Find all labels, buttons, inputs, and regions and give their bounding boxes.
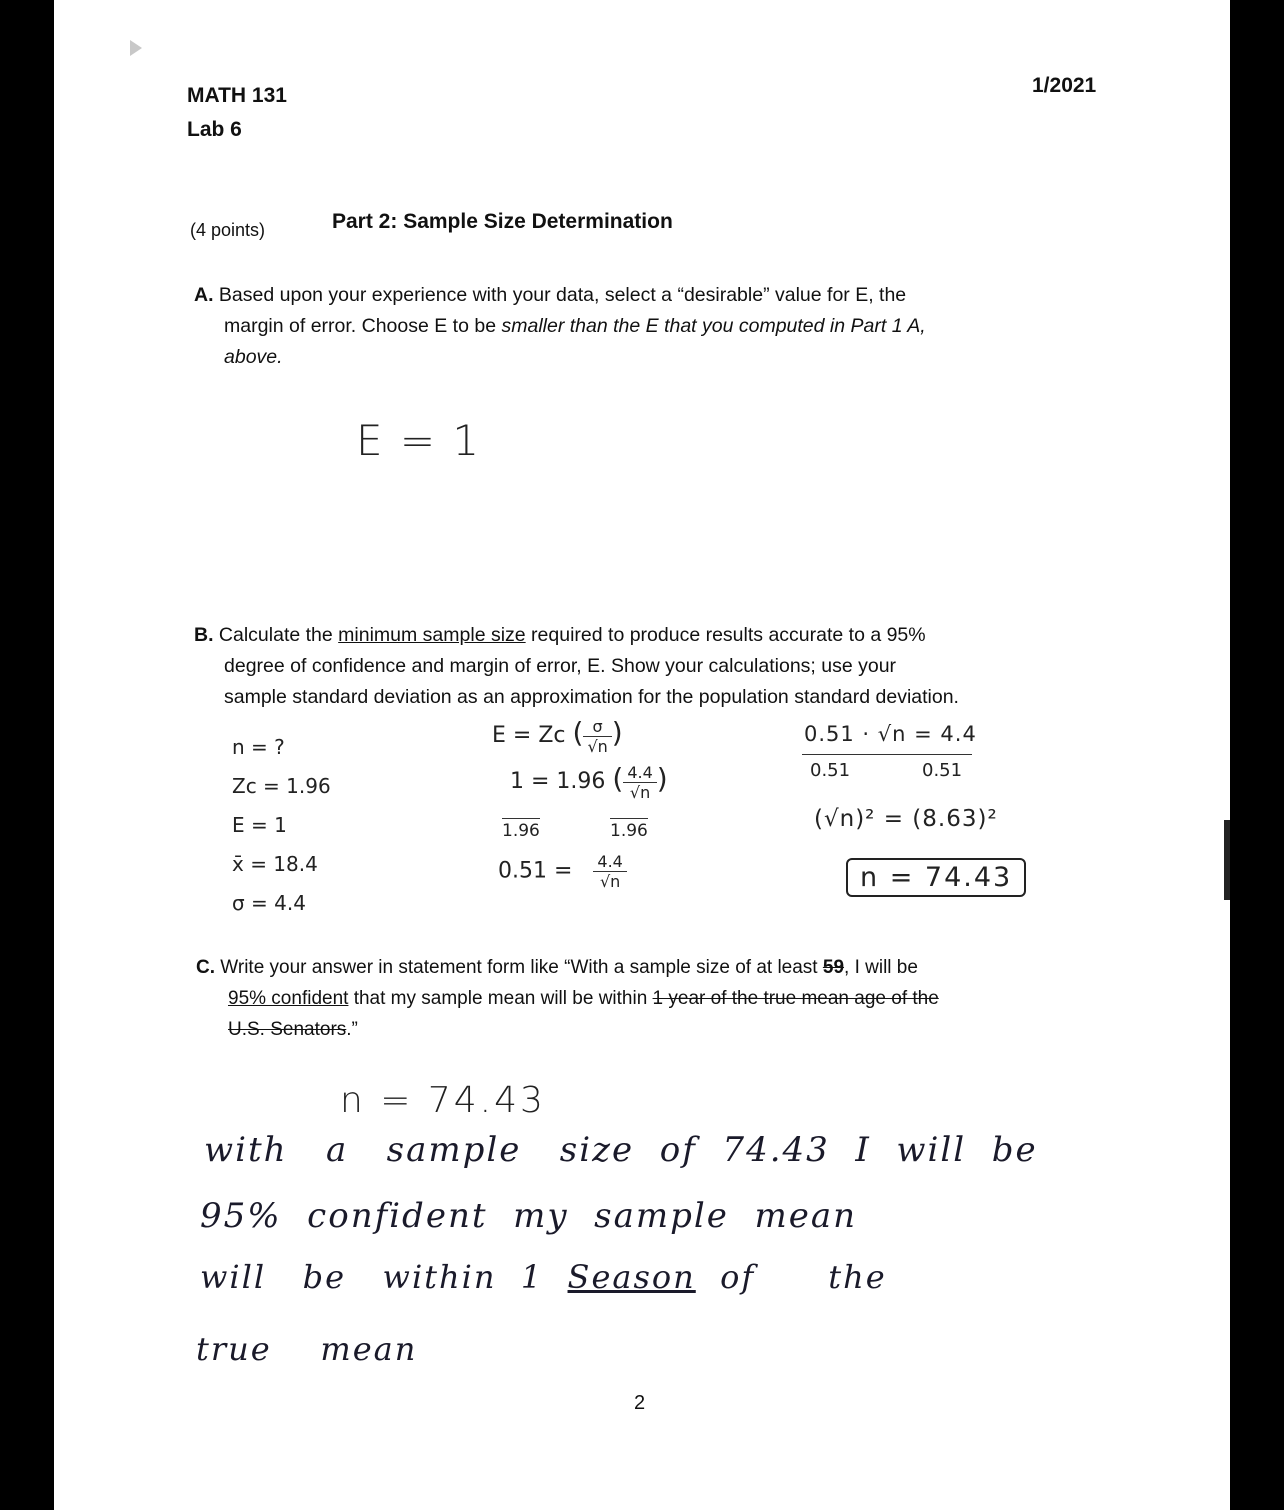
- question-c-line2-strike: 1 year of the true mean age of the: [652, 988, 939, 1009]
- step1-divide-left: 1.96: [502, 818, 540, 841]
- given-e: E = 1: [232, 813, 287, 837]
- handwritten-line-2: 95% confident my sample mean: [200, 1196, 858, 1236]
- given-n: n = ?: [232, 735, 285, 759]
- answer-c-n: n = 74.43: [340, 1080, 546, 1121]
- question-b-underline: minimum sample size: [338, 624, 526, 646]
- question-c-line1-end: , I will be: [844, 957, 918, 978]
- handwritten-line-3-end: of the: [695, 1258, 887, 1296]
- question-b-line3: sample standard deviation as an approximation for the population standard deviation.: [224, 686, 959, 708]
- formula-line: E = Zc ( $\frac{\sigma}{√n}$ ): [492, 716, 623, 756]
- given-xbar: x̄ = 18.4: [232, 852, 318, 876]
- handwritten-line-3-start: will be within 1: [200, 1258, 568, 1296]
- formula-fraction: [583, 717, 611, 756]
- step1-fraction: [623, 763, 656, 802]
- given-sigma: σ = 4.4: [232, 891, 306, 915]
- question-a-line1: Based upon your experience with your data, select a “desirable” value for E, the: [218, 284, 907, 306]
- date: 1/2021: [1032, 74, 1097, 97]
- document-page: [54, 0, 1230, 1510]
- question-b-line1-start: Calculate the: [218, 624, 339, 646]
- step1-lhs: 1 = 1.96: [510, 769, 606, 794]
- formula-num: σ: [583, 717, 611, 737]
- formula-den: √n: [587, 736, 608, 756]
- question-c-line3-end: .”: [346, 1019, 358, 1040]
- handwritten-line-3: [200, 1258, 887, 1296]
- question-a-line3: above.: [224, 346, 283, 368]
- question-c-line1-start: Write your answer in statement form like “With a sample size of at least: [220, 957, 823, 978]
- givens-list: [232, 728, 331, 923]
- step2-line: [498, 852, 627, 891]
- question-b: [194, 620, 1054, 713]
- question-c-line2-mid: that my sample mean will be within: [348, 988, 653, 1009]
- step2-den: √n: [599, 872, 621, 891]
- step2-fraction: [593, 852, 626, 891]
- question-c-strike-number: 59: [822, 957, 845, 978]
- step1-divide-right: 1.96: [610, 818, 648, 841]
- step1-line: 1 = 1.96 ( $\frac{4.4}{√n}$ ): [510, 762, 668, 802]
- handwritten-line-1: with a sample size of 74.43 I will be: [204, 1130, 1038, 1170]
- step2-lhs: 0.51 =: [498, 858, 573, 884]
- part-title: Part 2: Sample Size Determination: [332, 210, 673, 233]
- course-name: MATH 131: [187, 84, 287, 107]
- step3-divide-right: 0.51: [922, 760, 963, 781]
- scan-edge-mark: [1224, 820, 1230, 900]
- step2-num: 4.4: [593, 852, 626, 872]
- formula-lhs: E = Zc: [492, 723, 566, 748]
- question-a: [194, 280, 1034, 373]
- question-b-line1-end: required to produce results accurate to a 95%: [525, 624, 926, 646]
- question-c-label: C.: [196, 957, 215, 978]
- step3-divide-left: 0.51: [810, 760, 851, 781]
- question-a-label: A.: [194, 284, 214, 306]
- step3-line: 0.51 · √n = 4.4: [804, 722, 977, 746]
- page-number: 2: [634, 1392, 646, 1414]
- given-zc: Zc = 1.96: [232, 774, 331, 798]
- question-a-line2-italic: smaller than the E that you computed in Part 1 A,: [501, 315, 926, 337]
- handwritten-season: Season: [567, 1258, 696, 1296]
- question-c-underline: 95% confident: [228, 988, 349, 1009]
- step1-den: √n: [629, 782, 651, 802]
- question-a-line2: margin of error. Choose E to be: [224, 315, 502, 337]
- question-b-line2: degree of confidence and margin of error, E. Show your calculations; use your: [224, 655, 897, 677]
- step3-divider: [802, 754, 972, 755]
- answer-a-handwritten: E = 1: [356, 416, 482, 465]
- scan-mark-icon: [128, 38, 144, 58]
- question-c-line3-strike: U.S. Senators: [228, 1019, 347, 1040]
- result-box: n = 74.43: [846, 858, 1026, 897]
- points-label: (4 points): [190, 220, 266, 240]
- lab-number: Lab 6: [187, 118, 242, 141]
- step1-num: 4.4: [623, 763, 656, 783]
- question-c: [196, 952, 1076, 1045]
- handwritten-line-4: true mean: [196, 1330, 418, 1368]
- step4-line: (√n)² = (8.63)²: [814, 806, 998, 832]
- question-b-label: B.: [194, 624, 214, 646]
